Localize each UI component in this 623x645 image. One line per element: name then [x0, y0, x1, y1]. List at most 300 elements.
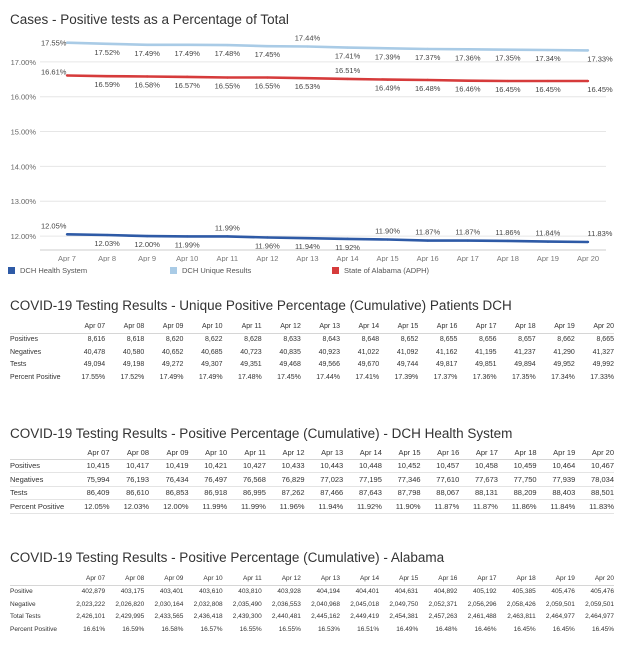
- column-header: Apr 19: [553, 447, 576, 457]
- data-label: 17.49%: [174, 48, 200, 58]
- table-cell: 11.94%: [305, 500, 344, 514]
- data-label: 16.45%: [535, 85, 561, 95]
- row-label: Percent Positive: [10, 373, 61, 381]
- x-tick-label: Apr 11: [216, 254, 239, 262]
- column-header: Apr 07: [87, 447, 110, 457]
- table-cell: 2,463,811: [507, 613, 536, 621]
- row-label: Percent Positive: [10, 500, 70, 514]
- data-point: [266, 45, 268, 47]
- table-cell: 17.55%: [81, 373, 106, 381]
- table-cell: 41,092: [396, 348, 419, 356]
- table-cell: 2,426,101: [76, 613, 106, 621]
- table-cell: 16.58%: [161, 625, 184, 633]
- column-header: Apr 12: [282, 447, 305, 457]
- data-label: 17.41%: [334, 51, 361, 61]
- data-point: [386, 47, 388, 49]
- table-cell: 405,476: [536, 585, 575, 598]
- table-cell: 49,894: [514, 361, 536, 369]
- data-label: 17.45%: [254, 50, 281, 60]
- column-header: Apr 11: [241, 322, 262, 330]
- table-cell: 12.05%: [70, 500, 110, 514]
- positivity-line-chart: [0, 30, 623, 262]
- data-label: 11.92%: [335, 242, 360, 252]
- table-cell: 16.61%: [83, 625, 106, 633]
- table-cell: 11.99%: [189, 500, 228, 514]
- data-point: [346, 238, 348, 240]
- table-cell: 2,461,488: [467, 613, 497, 621]
- table-cell: 405,385: [497, 585, 536, 598]
- table-cell: 2,040,968: [311, 600, 340, 608]
- column-header: Apr 12: [281, 574, 301, 582]
- table-cell: 2,058,426: [506, 600, 536, 608]
- x-tick-label: Apr 18: [496, 254, 519, 262]
- table-cell: 76,193: [110, 473, 150, 487]
- x-tick-label: Apr 17: [456, 254, 479, 262]
- column-header: Apr 17: [477, 574, 497, 582]
- table-cell: 11.90%: [382, 500, 421, 514]
- table-cell: 403,928: [262, 585, 301, 598]
- table-cell: 10,457: [421, 459, 460, 473]
- table-cell: 77,750: [498, 473, 537, 487]
- table-cell: 16.57%: [200, 625, 223, 633]
- legend-item-state-of-alabama[interactable]: [332, 266, 429, 275]
- table-cell: 8,643: [301, 333, 340, 346]
- column-header: Apr 08: [126, 447, 150, 457]
- data-point: [186, 44, 188, 46]
- data-point: [426, 239, 428, 241]
- table-cell: 49,272: [162, 361, 184, 369]
- column-header: Apr 12: [280, 322, 301, 330]
- data-label: 17.34%: [535, 54, 561, 64]
- data-point: [346, 78, 348, 80]
- table-cell: 10,427: [227, 459, 266, 473]
- column-header: Apr 15: [398, 447, 421, 457]
- table-cell: 76,568: [227, 473, 266, 487]
- data-point: [547, 240, 549, 242]
- column-header: Apr 14: [358, 322, 380, 330]
- y-tick-label: 17.00%: [10, 57, 36, 67]
- row-label: Tests: [10, 361, 27, 369]
- table-cell: 17.52%: [120, 373, 145, 381]
- table-header-row: [10, 320, 614, 333]
- table-cell: 10,415: [70, 459, 110, 473]
- table-cell: 404,401: [340, 585, 379, 598]
- table-cell: 16.46%: [474, 625, 497, 633]
- table-cell: 8,618: [105, 333, 144, 346]
- table-row: [10, 598, 614, 611]
- data-point: [106, 43, 108, 45]
- table-cell: 16.45%: [513, 625, 536, 633]
- table-cell: 87,466: [305, 486, 344, 500]
- data-label: 11.94%: [295, 242, 320, 252]
- table-cell: 49,817: [435, 361, 458, 369]
- table-cell: 16.59%: [122, 625, 145, 633]
- table-cell: 10,464: [537, 459, 576, 473]
- data-label: 16.49%: [374, 83, 401, 93]
- table-cell: 41,022: [357, 348, 380, 356]
- table-row: [10, 500, 614, 514]
- data-point: [266, 76, 268, 78]
- data-point: [426, 79, 428, 81]
- column-header: Apr 16: [438, 574, 458, 582]
- table-cell: 16.49%: [396, 625, 419, 633]
- table-cell: 49,992: [592, 361, 614, 369]
- table-cell: 40,723: [240, 348, 262, 356]
- table-cell: 49,670: [357, 361, 380, 369]
- column-header: Apr 13: [320, 574, 340, 582]
- data-label: 17.44%: [294, 33, 321, 43]
- table-cell: 88,067: [421, 486, 460, 500]
- table-cell: 10,421: [189, 459, 228, 473]
- table-cell: 77,346: [382, 473, 421, 487]
- y-tick-label: 16.00%: [10, 92, 36, 102]
- x-tick-label: Apr 8: [98, 254, 117, 262]
- table-cell: 86,918: [189, 486, 228, 500]
- data-point: [106, 234, 108, 236]
- table-cell: 2,045,018: [350, 600, 380, 608]
- table-cell: 88,209: [498, 486, 537, 500]
- data-label: 16.48%: [414, 83, 441, 93]
- data-label: 17.52%: [94, 47, 120, 57]
- data-label: 16.53%: [294, 82, 321, 92]
- table-cell: 10,452: [382, 459, 421, 473]
- column-header: Apr 15: [397, 322, 419, 330]
- table-cell: 17.34%: [551, 373, 575, 381]
- data-label: 16.61%: [41, 67, 67, 77]
- legend-label: DCH Unique Results: [182, 266, 252, 275]
- table-cell: 2,449,419: [350, 613, 380, 621]
- table-cell: 2,059,501: [545, 600, 575, 608]
- table-cell: 16.51%: [357, 625, 380, 633]
- column-header: Apr 14: [359, 447, 382, 457]
- table-cell: 2,457,263: [428, 613, 458, 621]
- row-label-header: [10, 320, 66, 333]
- table-title-alabama: COVID-19 Testing Results - Positive Percentage (Cumulative) - Alabama: [10, 550, 445, 565]
- data-label: 16.58%: [134, 80, 160, 90]
- table-cell: 40,685: [201, 348, 223, 356]
- table-cell: 402,879: [66, 585, 105, 598]
- column-header: Apr 17: [475, 322, 497, 330]
- x-tick-label: Apr 9: [138, 254, 157, 262]
- column-header: Apr 09: [162, 322, 184, 330]
- data-label: 12.00%: [134, 240, 160, 250]
- table-cell: 2,056,296: [467, 600, 497, 608]
- data-point: [306, 237, 308, 239]
- y-tick-label: 12.00%: [10, 232, 36, 242]
- table-cell: 49,744: [396, 361, 419, 369]
- table-cell: 8,622: [183, 333, 222, 346]
- data-point: [106, 75, 108, 77]
- table-cell: 78,034: [575, 473, 614, 487]
- data-point: [266, 236, 268, 238]
- data-label: 11.96%: [254, 241, 280, 251]
- data-point: [226, 76, 228, 78]
- data-point: [306, 45, 308, 47]
- table-cell: 10,467: [575, 459, 614, 473]
- column-header: Apr 10: [203, 574, 223, 582]
- row-label: Positive: [10, 585, 66, 598]
- table-cell: 76,497: [189, 473, 228, 487]
- table-cell: 86,995: [227, 486, 266, 500]
- table-cell: 2,032,808: [193, 600, 223, 608]
- legend-item-dch-health-system[interactable]: [8, 266, 87, 275]
- column-header: Apr 07: [85, 574, 106, 582]
- table-cell: 17.48%: [237, 373, 262, 381]
- table-cell: 17.35%: [511, 373, 536, 381]
- data-point: [386, 238, 388, 240]
- table-row: [10, 359, 614, 372]
- table-cell: 8,662: [536, 333, 575, 346]
- x-tick-label: Apr 12: [256, 254, 279, 262]
- table-cell: 11.99%: [227, 500, 266, 514]
- table-cell: 2,035,490: [232, 600, 262, 608]
- table-row: [10, 611, 614, 624]
- y-tick-label: 15.00%: [10, 127, 36, 137]
- table-cell: 8,633: [262, 333, 301, 346]
- table-cell: 8,656: [457, 333, 496, 346]
- table-cell: 41,195: [475, 348, 497, 356]
- x-tick-label: Apr 15: [376, 254, 399, 262]
- table-cell: 49,094: [83, 361, 106, 369]
- column-header: Apr 10: [201, 322, 223, 330]
- table-cell: 41,327: [592, 348, 614, 356]
- data-label: 17.36%: [455, 53, 481, 63]
- table-cell: 8,655: [418, 333, 457, 346]
- x-tick-label: Apr 14: [336, 254, 359, 262]
- data-point: [226, 44, 228, 46]
- data-point: [467, 79, 469, 81]
- table-cell: 11.86%: [498, 500, 537, 514]
- data-label: 17.37%: [414, 52, 441, 62]
- table-cell: 404,194: [301, 585, 340, 598]
- table-cell: 2,059,501: [585, 600, 614, 608]
- column-header: Apr 18: [514, 447, 537, 457]
- y-tick-label: 13.00%: [10, 197, 36, 207]
- table-cell: 87,262: [266, 486, 305, 500]
- data-label: 16.55%: [254, 81, 281, 91]
- table-cell: 10,448: [343, 459, 382, 473]
- table-cell: 2,049,750: [389, 600, 419, 608]
- table-cell: 17.33%: [590, 373, 614, 381]
- table-cell: 8,652: [379, 333, 418, 346]
- data-point: [587, 241, 589, 243]
- table-cell: 75,994: [70, 473, 110, 487]
- table-cell: 16.53%: [317, 625, 340, 633]
- column-header: Apr 08: [125, 574, 145, 582]
- table-cell: 86,853: [149, 486, 189, 500]
- data-point: [426, 48, 428, 50]
- table-cell: 40,652: [162, 348, 184, 356]
- x-tick-label: Apr 20: [576, 254, 600, 262]
- data-point: [186, 76, 188, 78]
- table-cell: 41,290: [553, 348, 575, 356]
- x-tick-label: Apr 16: [416, 254, 439, 262]
- row-label-header: [10, 572, 66, 585]
- data-point: [346, 46, 348, 48]
- data-label: 17.35%: [495, 53, 521, 63]
- row-label: Percent Positive: [10, 625, 57, 633]
- table-cell: 17.36%: [472, 373, 497, 381]
- table-cell: 11.92%: [343, 500, 382, 514]
- chart-title: Cases - Positive tests as a Percentage of Total: [10, 12, 289, 27]
- table-cell: 403,175: [105, 585, 144, 598]
- results-table-dch-health-system: [10, 446, 614, 514]
- table-cell: 2,026,820: [115, 600, 145, 608]
- data-label: 16.51%: [334, 65, 361, 75]
- legend-label: State of Alabama (ADPH): [344, 266, 430, 275]
- table-cell: 17.49%: [159, 373, 184, 381]
- table-cell: 49,351: [240, 361, 262, 369]
- table-cell: 8,616: [66, 333, 105, 346]
- table-cell: 2,030,164: [154, 600, 184, 608]
- row-label: Tests: [10, 486, 70, 500]
- column-header: Apr 15: [399, 574, 419, 582]
- table-row: [10, 333, 614, 346]
- table-row: [10, 459, 614, 473]
- table-cell: 2,439,300: [232, 613, 262, 621]
- y-tick-label: 14.00%: [10, 162, 36, 172]
- data-label: 16.46%: [455, 84, 481, 94]
- data-label: 17.55%: [41, 38, 67, 48]
- column-header: Apr 18: [515, 322, 536, 330]
- row-label: Positives: [10, 333, 66, 346]
- table-cell: 2,464,977: [545, 613, 575, 621]
- data-label: 17.49%: [134, 48, 160, 58]
- table-cell: 403,810: [223, 585, 262, 598]
- column-header: Apr 09: [166, 447, 189, 457]
- table-cell: 10,419: [149, 459, 189, 473]
- table-cell: 10,459: [498, 459, 537, 473]
- table-cell: 405,476: [575, 585, 614, 598]
- data-point: [507, 240, 509, 242]
- data-label: 11.99%: [214, 223, 240, 233]
- table-cell: 16.45%: [591, 625, 614, 633]
- table-cell: 17.49%: [198, 373, 223, 381]
- column-header: Apr 11: [244, 447, 266, 457]
- table-cell: 2,429,995: [115, 613, 145, 621]
- table-cell: 49,566: [318, 361, 340, 369]
- table-cell: 11.87%: [421, 500, 460, 514]
- table-cell: 49,952: [553, 361, 575, 369]
- table-cell: 86,409: [70, 486, 110, 500]
- table-cell: 88,131: [459, 486, 498, 500]
- table-cell: 88,403: [537, 486, 576, 500]
- column-header: Apr 20: [594, 574, 614, 582]
- column-header: Apr 07: [84, 322, 106, 330]
- column-header: Apr 11: [243, 574, 262, 582]
- column-header: Apr 08: [123, 322, 145, 330]
- table-cell: 10,443: [305, 459, 344, 473]
- data-label: 11.87%: [455, 227, 481, 237]
- table-header-row: [10, 446, 614, 459]
- data-label: 11.83%: [587, 228, 613, 238]
- row-label-header: [10, 446, 70, 459]
- table-cell: 2,433,565: [154, 613, 184, 621]
- table-cell: 405,192: [457, 585, 496, 598]
- data-point: [146, 75, 148, 77]
- table-title-dch-health-system: COVID-19 Testing Results - Positive Percentage (Cumulative) - DCH Health System: [10, 426, 513, 441]
- data-label: 16.45%: [495, 85, 521, 95]
- table-row: [10, 486, 614, 500]
- table-cell: 49,198: [122, 361, 145, 369]
- table-cell: 41,237: [514, 348, 536, 356]
- data-label: 16.55%: [214, 81, 241, 91]
- table-cell: 2,036,553: [271, 600, 301, 608]
- column-header: Apr 13: [321, 447, 344, 457]
- data-point: [507, 48, 509, 50]
- table-cell: 16.55%: [278, 625, 301, 633]
- column-header: Apr 20: [591, 447, 614, 457]
- data-label: 16.59%: [94, 80, 120, 90]
- table-cell: 403,610: [183, 585, 222, 598]
- x-tick-label: Apr 13: [296, 254, 319, 262]
- x-tick-label: Apr 19: [536, 254, 559, 262]
- data-point: [507, 80, 509, 82]
- data-point: [146, 235, 148, 237]
- table-cell: 2,440,481: [271, 613, 301, 621]
- table-cell: 11.96%: [266, 500, 305, 514]
- data-label: 17.33%: [587, 54, 613, 64]
- column-header: Apr 16: [437, 447, 460, 457]
- data-point: [386, 78, 388, 80]
- column-header: Apr 18: [516, 574, 536, 582]
- column-header: Apr 10: [205, 447, 228, 457]
- table-cell: 40,835: [279, 348, 301, 356]
- table-cell: 12.00%: [149, 500, 189, 514]
- table-cell: 41,162: [435, 348, 458, 356]
- table-title-unique-dch: COVID-19 Testing Results - Unique Positive Percentage (Cumulative) Patients DCH: [10, 298, 512, 313]
- data-label: 11.86%: [495, 227, 521, 237]
- row-label: Negatives: [10, 348, 42, 356]
- x-tick-label: Apr 7: [58, 254, 76, 262]
- data-point: [306, 77, 308, 79]
- column-header: Apr 17: [475, 447, 498, 457]
- table-cell: 12.03%: [110, 500, 150, 514]
- column-header: Apr 19: [554, 322, 575, 330]
- data-point: [587, 80, 589, 82]
- table-cell: 8,620: [144, 333, 183, 346]
- table-cell: 77,673: [459, 473, 498, 487]
- table-cell: 49,851: [475, 361, 497, 369]
- data-point: [226, 235, 228, 237]
- table-cell: 2,464,977: [585, 613, 614, 621]
- table-cell: 8,628: [223, 333, 262, 346]
- table-row: [10, 473, 614, 487]
- table-cell: 40,478: [83, 348, 106, 356]
- table-cell: 10,433: [266, 459, 305, 473]
- column-header: Apr 16: [436, 322, 458, 330]
- data-label: 17.48%: [214, 49, 241, 59]
- table-cell: 49,307: [201, 361, 223, 369]
- table-cell: 404,892: [418, 585, 457, 598]
- table-cell: 17.37%: [433, 373, 458, 381]
- data-label: 12.03%: [94, 239, 120, 249]
- row-label: Positives: [10, 459, 70, 473]
- legend-item-dch-unique-results[interactable]: [170, 266, 251, 275]
- table-row: [10, 346, 614, 359]
- legend-label: DCH Health System: [20, 266, 88, 275]
- table-cell: 8,665: [575, 333, 614, 346]
- table-cell: 2,023,222: [76, 600, 106, 608]
- table-cell: 2,445,162: [311, 613, 340, 621]
- table-cell: 16.45%: [552, 625, 575, 633]
- table-cell: 2,052,371: [428, 600, 458, 608]
- row-label: Negatives: [10, 473, 70, 487]
- legend-swatch: [8, 267, 15, 274]
- table-cell: 11.87%: [459, 500, 498, 514]
- table-cell: 77,610: [421, 473, 460, 487]
- table-cell: 40,580: [122, 348, 145, 356]
